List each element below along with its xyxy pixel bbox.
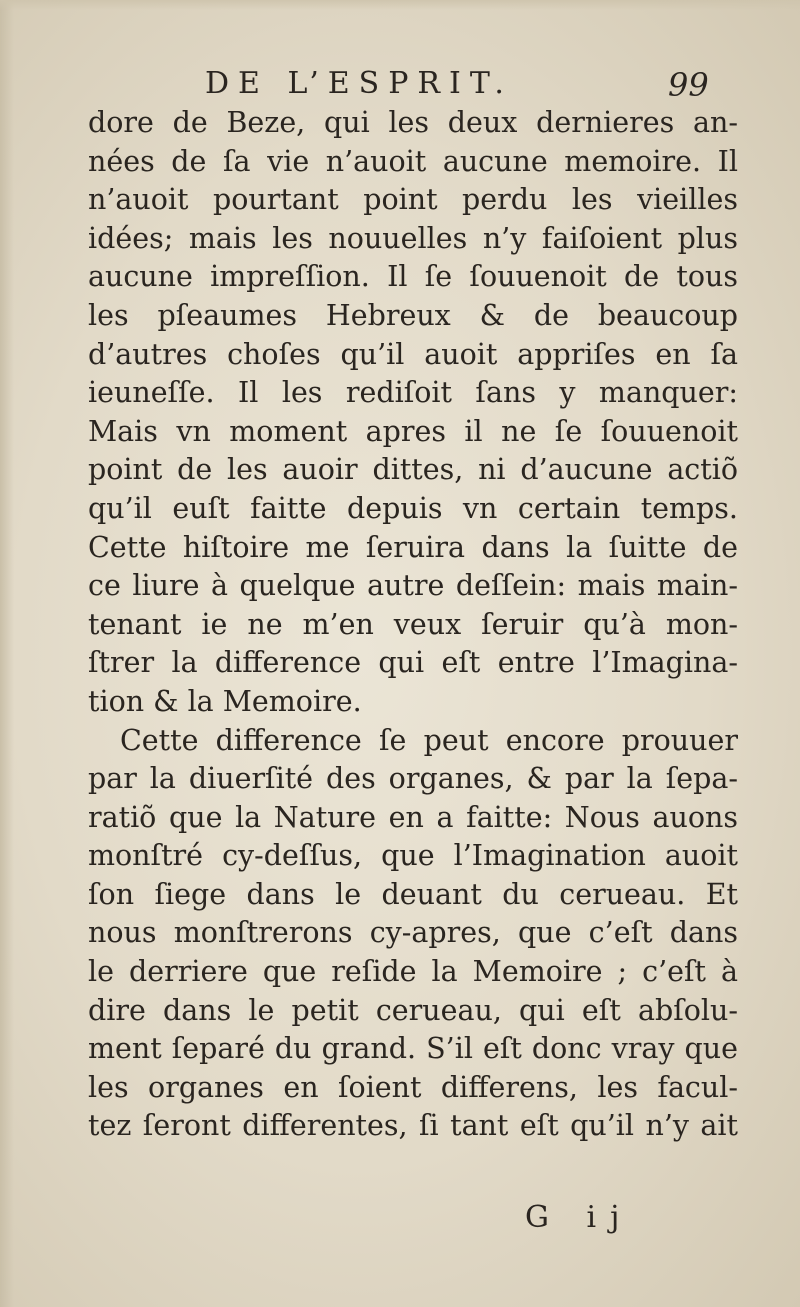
text-line: ment ſeparé du grand. S’il eſt donc vray que bbox=[88, 1032, 738, 1066]
page-edge-shadow-left bbox=[0, 0, 14, 1307]
running-title: DE L’ESPRIT. bbox=[205, 66, 513, 101]
text-line: le derriere que reſide la Memoire ; c’eſt à bbox=[88, 955, 738, 989]
text-line: point de les auoir dittes, ni d’aucune actiõ bbox=[88, 453, 738, 487]
text-line: dore de Beze, qui les deux dernieres an- bbox=[88, 106, 738, 139]
text-line: nous monſtrerons cy-apres, que c’eſt dans bbox=[88, 916, 738, 950]
text-line: par la diuerſité des organes, & par la ſepa- bbox=[88, 762, 738, 796]
text-line: monſtré cy-deſſus, que l’Imagination auoit bbox=[88, 839, 738, 873]
paragraph bbox=[88, 104, 738, 722]
text-line: ſtrer la difference qui eſt entre l’Imagina- bbox=[88, 646, 738, 680]
text-line: aucune impreſſion. Il ſe ſouuenoit de tous bbox=[88, 260, 738, 294]
page-edge-shadow-top bbox=[0, 0, 800, 10]
text-line: les organes en ſoient differens, les facul- bbox=[88, 1070, 738, 1104]
text-line: les pſeaumes Hebreux & de beaucoup bbox=[88, 298, 738, 332]
text-line: Cette difference ſe peut encore prouuer bbox=[120, 723, 738, 757]
text-line: Cette hiſtoire me ſeruira dans la ſuitte de bbox=[88, 530, 738, 564]
text-line: Mais vn moment apres il ne ſe ſouuenoit bbox=[88, 414, 738, 448]
text-line: d’autres choſes qu’il auoit appriſes en ſa bbox=[88, 337, 738, 371]
text-line: tenant ie ne m’en veux ſeruir qu’à mon- bbox=[88, 607, 738, 641]
text-line: idées; mais les nouuelles n’y faiſoient plus bbox=[88, 221, 738, 255]
text-line: tez ſeront differentes, ſi tant eſt qu’il n’y ait bbox=[88, 1109, 738, 1143]
page-number: 99 bbox=[668, 66, 709, 104]
text-line: ieuneſſe. Il les rediſoit ſans y manquer: bbox=[88, 376, 738, 410]
text-line: ce liure à quelque autre deſſein: mais main- bbox=[88, 569, 738, 603]
signature-mark: G ij bbox=[525, 1200, 634, 1235]
paragraph bbox=[88, 722, 738, 1147]
text-line: tion & la Memoire. bbox=[88, 684, 362, 718]
text-line: ſon ſiege dans le deuant du cerueau. Et bbox=[88, 877, 738, 911]
body-text bbox=[88, 104, 738, 1146]
text-line: ratiõ que la Nature en a faitte: Nous auons bbox=[88, 800, 738, 834]
text-line: nées de ſa vie n’auoit aucune memoire. Il bbox=[88, 144, 738, 178]
text-line: qu’il euſt faitte depuis vn certain temps. bbox=[88, 491, 738, 525]
text-line: dire dans le petit cerueau, qui eſt abſolu- bbox=[88, 993, 738, 1027]
text-line: n’auoit pourtant point perdu les vieilles bbox=[88, 183, 738, 217]
